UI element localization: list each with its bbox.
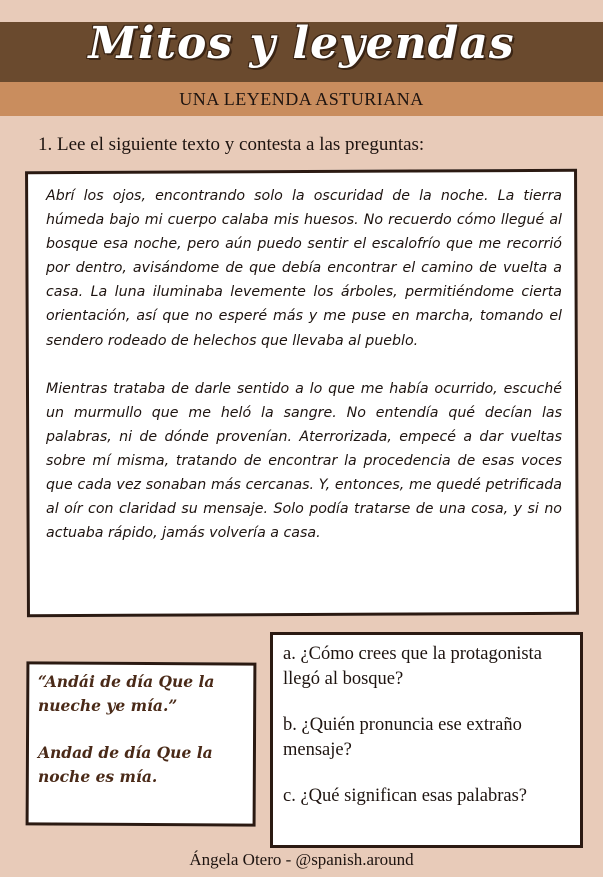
question-a: a. ¿Cómo crees que la protagonista llegó al bosque? [283, 644, 542, 689]
page-subtitle: UNA LEYENDA ASTURIANA [179, 89, 424, 109]
story-paragraph-1: Abrí los ojos, encontrando solo la oscuridad de la noche. La tierra húmeda bajo mi cuerpo calaba mis huesos. No recuerdo cómo llegué al bosque esa noche, pero aún puedo sentir el escalofrío que me recorrió por dentro, avisándome de que debía encontrar el camino de vuelta a casa. La luna iluminaba levemente los árboles, permitiéndome cierta orientación, así que no esperé más y me puse en marcha, tomando el sendero rodeado de helechos que llevaba al pueblo. [46, 188, 562, 349]
quote-text [38, 670, 248, 788]
page-title: Mitos y leyendas [88, 18, 515, 69]
story-paragraph-2: Mientras trataba de darle sentido a lo que me había ocurrido, escuché un murmullo que me heló la sangre. No entendía qué decían las palabras, ni de dónde provenían. Aterrorizada, empecé a dar vueltas sobre mí misma, tratando de encontrar la procedencia de esas voces que cada vez sonaban más cercanas. Y, entonces, me quedé petrificada al oír con claridad su mensaje. Solo podía tratarse de una cosa, y si no actuaba rápido, jamás volvería a casa. [46, 380, 562, 542]
quote-asturian: “Andái de día Que la nueche ye mía.” [38, 672, 215, 715]
question-c: c. ¿Qué significan esas palabras? [283, 786, 527, 806]
question-b: b. ¿Quién pronuncia ese extraño mensaje? [283, 715, 522, 760]
quote-spanish: Andad de día Que la noche es mía. [38, 743, 213, 786]
story-text [46, 184, 562, 569]
author-credit: Ángela Otero - @spanish.around [189, 850, 414, 869]
questions-list [283, 642, 573, 831]
exercise-instruction: 1. Lee el siguiente texto y contesta a las preguntas: [38, 134, 425, 155]
